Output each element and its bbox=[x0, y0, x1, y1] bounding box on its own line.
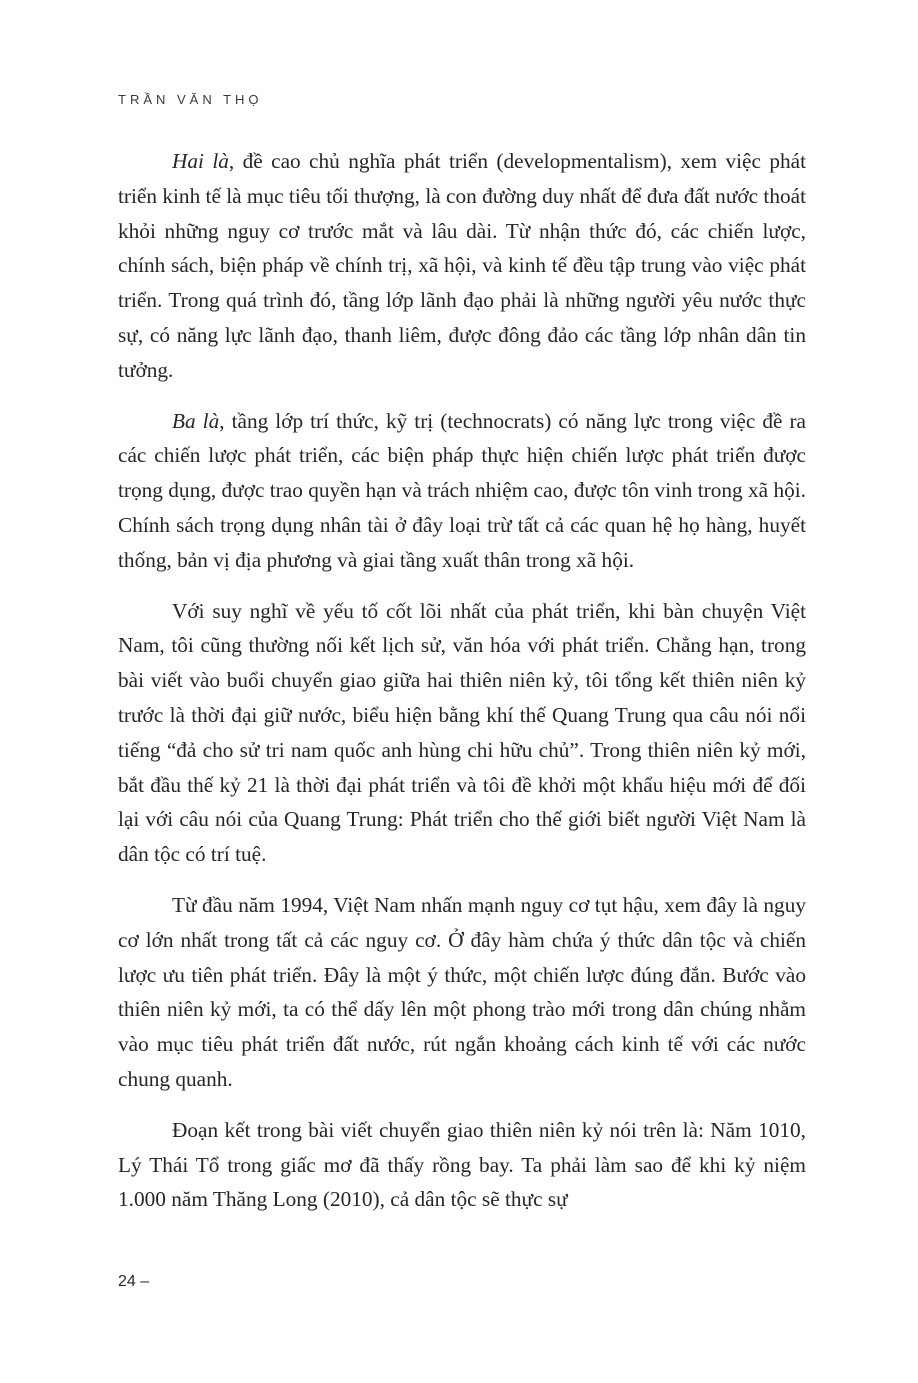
page-number: 24 – bbox=[118, 1273, 150, 1290]
paragraph-lead: Ba là bbox=[172, 408, 220, 433]
paragraph-text: Với suy nghĩ về yếu tố cốt lõi nhất của phát triển, khi bàn chuyện Việt Nam, tôi cũng thường nối kết lịch sử, văn hóa với phát triển. Chẳng hạn, trong bài viết vào buổi chuyển giao giữa hai thiên niên kỷ, tôi tổng kết thiên niên kỷ trước là thời đại giữ nước, biểu hiện bằng khí thế Quang Trung qua câu nói nổi tiếng “đả cho sử tri nam quốc anh hùng chi hữu chủ”. Trong thiên niên kỷ mới, bắt đầu thế kỷ 21 là thời đại phát triển và tôi đề khởi một khẩu hiệu mới để đối lại với câu nói của Quang Trung: Phát triển cho thế giới biết người Việt Nam là dân tộc có trí tuệ. bbox=[118, 598, 806, 867]
paragraph-text: Từ đầu năm 1994, Việt Nam nhấn mạnh nguy cơ tụt hậu, xem đây là nguy cơ lớn nhất trong tất cả các nguy cơ. Ở đây hàm chứa ý thức dân tộc và chiến lược ưu tiên phát triển. Đây là một ý thức, một chiến lược đúng đắn. Bước vào thiên niên kỷ mới, ta có thể dấy lên một phong trào mới trong dân chúng nhằm vào mục tiêu phát triển đất nước, rút ngắn khoảng cách kinh tế với các nước chung quanh. bbox=[118, 892, 806, 1091]
running-header bbox=[118, 92, 263, 107]
paragraph bbox=[118, 888, 806, 1097]
paragraph-text: , tầng lớp trí thức, kỹ trị (technocrats) có năng lực trong việc đề ra các chiến lược phát triển, các biện pháp thực hiện chiến lược phát triển được trọng dụng, được trao quyền hạn và trách nhiệm cao, được tôn vinh trong xã hội. Chính sách trọng dụng nhân tài ở đây loại trừ tất cả các quan hệ họ hàng, huyết thống, bản vị địa phương và giai tầng xuất thân trong xã hội. bbox=[118, 408, 806, 572]
author-name: TRẦN VĂN THỌ bbox=[118, 92, 263, 107]
paragraph bbox=[118, 1113, 806, 1217]
paragraph-lead: Hai là bbox=[172, 149, 229, 173]
paragraph-text: , đề cao chủ nghĩa phát triển (developmentalism), xem việc phát triển kinh tế là mục tiêu tối thượng, là con đường duy nhất để đưa đất nước thoát khỏi những nguy cơ trước mắt và lâu dài. Từ nhận thức đó, các chiến lược, chính sách, biện pháp về chính trị, xã hội, và kinh tế đều tập trung vào việc phát triển. Trong quá trình đó, tầng lớp lãnh đạo phải là những người yêu nước thực sự, có năng lực lãnh đạo, thanh liêm, được đông đảo các tầng lớp nhân dân tin tưởng. bbox=[118, 149, 806, 382]
paragraph bbox=[118, 404, 806, 578]
paragraph bbox=[118, 594, 806, 872]
paragraph bbox=[118, 144, 806, 388]
paragraph-text: Đoạn kết trong bài viết chuyển giao thiên niên kỷ nói trên là: Năm 1010, Lý Thái Tổ trong giấc mơ đã thấy rồng bay. Ta phải làm sao để khi kỷ niệm 1.000 năm Thăng Long (2010), cả dân tộc sẽ thực sự bbox=[118, 1117, 806, 1212]
page-body bbox=[118, 144, 806, 1217]
